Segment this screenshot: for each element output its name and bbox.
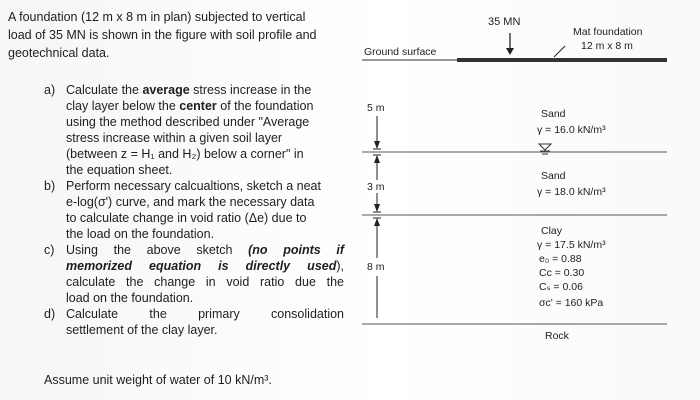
load-label: 35 MN bbox=[488, 16, 521, 28]
soil-profile-diagram bbox=[362, 8, 700, 400]
question-line: clay layer below the center of the foundation bbox=[66, 99, 314, 113]
problem-intro bbox=[8, 8, 353, 62]
question-a bbox=[44, 82, 344, 178]
clay-name: Clay bbox=[541, 225, 563, 237]
intro-line: A foundation (12 m x 8 m in plan) subjected to vertical bbox=[8, 10, 306, 24]
question-line: Calculate the average stress increase in the bbox=[66, 83, 312, 97]
water-table-symbol bbox=[539, 144, 551, 150]
rock-label: Rock bbox=[545, 330, 569, 342]
question-label: c) bbox=[44, 243, 55, 257]
sand2-unit-weight: γ = 18.0 kN/m³ bbox=[537, 186, 606, 198]
question-c bbox=[44, 242, 344, 306]
question-line: load on the foundation. bbox=[66, 291, 194, 305]
ground-surface-label: Ground surface bbox=[364, 46, 437, 58]
intro-line: geotechnical data. bbox=[8, 46, 110, 60]
question-line: settlement of the clay layer. bbox=[66, 323, 218, 337]
question-line: the load on the foundation. bbox=[66, 227, 215, 241]
question-label: d) bbox=[44, 307, 56, 321]
question-label: b) bbox=[44, 179, 56, 193]
question-line: to calculate change in void ratio (Δe) due to bbox=[66, 211, 307, 225]
clay-preconsolidation-pressure: σᴄ' = 160 kPa bbox=[539, 297, 604, 309]
question-line: calculate the change in void ratio due the bbox=[66, 275, 344, 289]
question-line: Using the above sketch (no points if bbox=[66, 243, 344, 257]
foundation-label: Mat foundation bbox=[573, 26, 643, 38]
foundation-dims: 12 m x 8 m bbox=[581, 40, 633, 52]
clay-compression-index: Cᴄ = 0.30 bbox=[539, 267, 585, 279]
question-line: e-log(σ') curve, and mark the necessary data bbox=[66, 195, 315, 209]
sand1-name: Sand bbox=[541, 108, 566, 120]
footer-note: Assume unit weight of water of 10 kN/m³. bbox=[44, 373, 272, 387]
question-line: Calculate the primary consolidation bbox=[66, 307, 344, 321]
question-line: Perform necessary calcualtions, sketch a neat bbox=[66, 179, 321, 193]
clay-unit-weight: γ = 17.5 kN/m³ bbox=[537, 239, 606, 251]
dim-label-5m: 5 m bbox=[367, 102, 385, 114]
question-list bbox=[44, 82, 344, 338]
question-d bbox=[44, 306, 344, 338]
question-label: a) bbox=[44, 83, 56, 97]
sand2-name: Sand bbox=[541, 170, 566, 182]
dim-label-3m: 3 m bbox=[367, 181, 385, 193]
clay-void-ratio: e₀ = 0.88 bbox=[539, 253, 582, 265]
question-line: memorized equation is directly used), bbox=[66, 259, 344, 273]
foundation-leader-line bbox=[554, 46, 565, 57]
question-line: (between z = H₁ and H₂) below a corner" in bbox=[66, 147, 304, 161]
question-line: using the method described under "Average bbox=[66, 115, 310, 129]
mat-foundation-slab bbox=[457, 58, 667, 62]
question-line: the equation sheet. bbox=[66, 163, 173, 177]
question-line: stress increase within a given soil layer bbox=[66, 131, 283, 145]
load-arrow-head bbox=[506, 48, 514, 55]
clay-swell-index: Cₛ = 0.06 bbox=[539, 281, 583, 293]
soil-profile-graphic bbox=[362, 8, 700, 400]
question-b bbox=[44, 178, 344, 242]
dim-label-8m: 8 m bbox=[367, 261, 385, 273]
sand1-unit-weight: γ = 16.0 kN/m³ bbox=[537, 124, 606, 136]
intro-line: load of 35 MN is shown in the figure with soil profile and bbox=[8, 28, 317, 42]
